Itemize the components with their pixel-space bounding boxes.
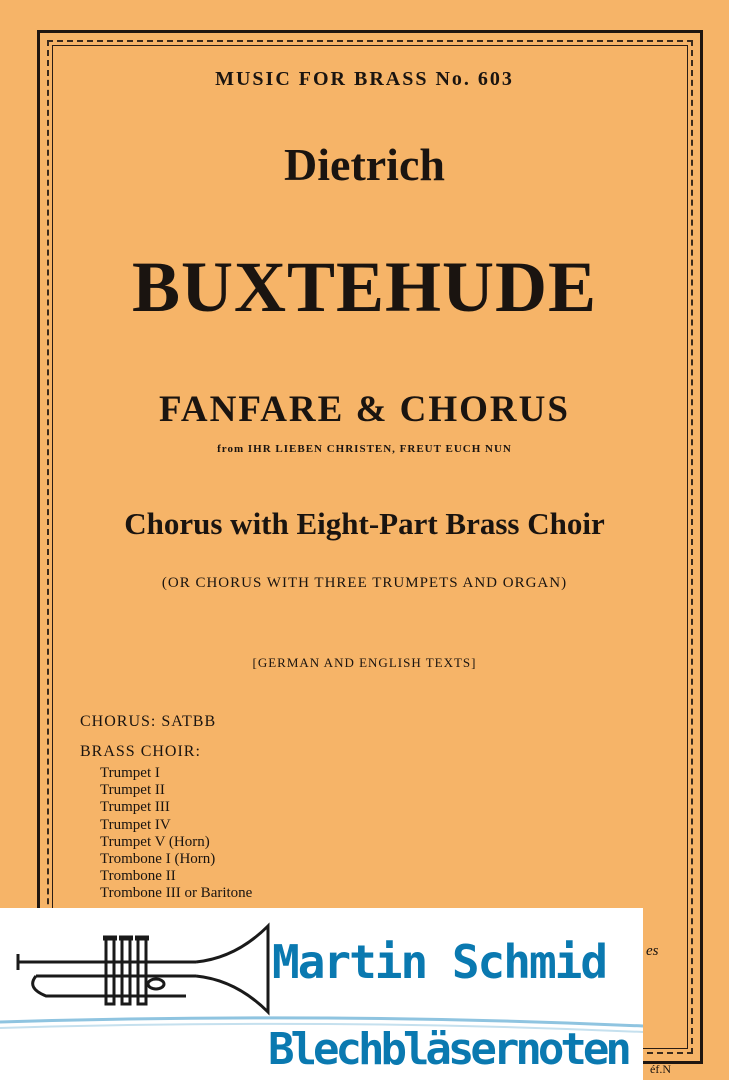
alternative-scoring: (OR CHORUS WITH THREE TRUMPETS AND ORGAN) xyxy=(161,575,568,591)
instrument-item: Trumpet IV xyxy=(100,816,171,833)
edge-text-fragment: éf.N xyxy=(650,1062,671,1076)
scoring-heading: Chorus with Eight-Part Brass Choir xyxy=(124,506,605,541)
work-title: FANFARE & CHORUS xyxy=(159,389,570,430)
instrument-item: Trumpet I xyxy=(100,765,160,781)
instrument-item: Trombone II xyxy=(100,868,176,885)
instrument-item: Trumpet V (Horn) xyxy=(100,833,210,850)
instrument-item: Trombone III or Baritone xyxy=(100,885,253,902)
instrument-list xyxy=(100,765,252,903)
instrument-item: Trumpet II xyxy=(100,782,165,799)
work-subtitle: from IHR LIEBEN CHRISTEN, FREUT EUCH NUN xyxy=(217,443,512,455)
series-number: MUSIC FOR BRASS No. 603 xyxy=(215,68,514,90)
brand-name: Martin Schmid xyxy=(272,935,607,989)
instrument-item: Trombone I (Horn) xyxy=(100,851,216,868)
chorus-voicing: CHORUS: SATBB xyxy=(80,713,217,730)
brass-choir-label: BRASS CHOIR: xyxy=(80,743,201,760)
trumpet-icon xyxy=(6,918,278,1018)
instrument-item: Trumpet III xyxy=(100,799,170,816)
texts-note: [GERMAN AND ENGLISH TEXTS] xyxy=(252,655,477,670)
edge-text-fragment: es xyxy=(646,943,659,959)
composer-last-name: BUXTEHUDE xyxy=(131,247,598,327)
brand-tagline: Blechbläsernoten xyxy=(268,1024,628,1075)
composer-first-name: Dietrich xyxy=(284,139,445,190)
